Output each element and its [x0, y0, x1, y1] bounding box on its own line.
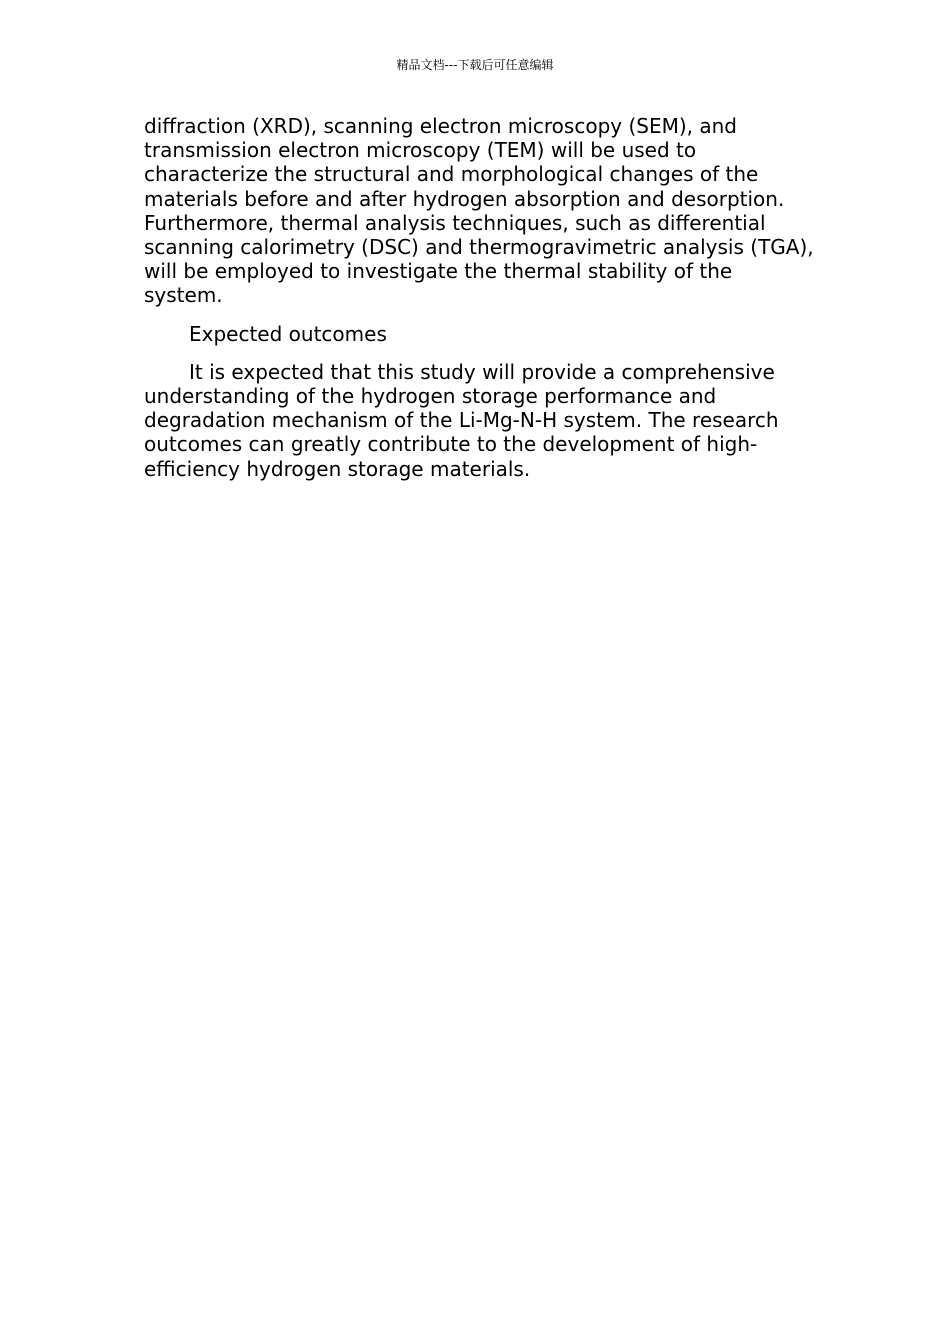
paragraph-expected-outcomes: It is expected that this study will provide a comprehensive understanding of the hydrogen storage performance and degradation mechanism of the Li-Mg-N-H system. The research outcomes can greatly contribute to the development of high-efficiency hydrogen storage materials.	[144, 359, 779, 481]
section-heading-expected-outcomes: Expected outcomes	[189, 321, 387, 346]
paragraph-characterization-methods: diffraction (XRD), scanning electron microscopy (SEM), and transmission electron microscopy (TEM) will be used to characterize the structural and morphological changes of the materials before and after hydrogen absorption and desorption. Furthermore, thermal analysis techniques, such as differential scanning calorimetry (DSC) and thermogravimetric analysis (TGA), will be employed to investigate the thermal stability of the system.	[144, 114, 814, 308]
page-header: 精品文档---下载后可任意编辑	[396, 58, 554, 72]
document-body	[144, 114, 814, 495]
